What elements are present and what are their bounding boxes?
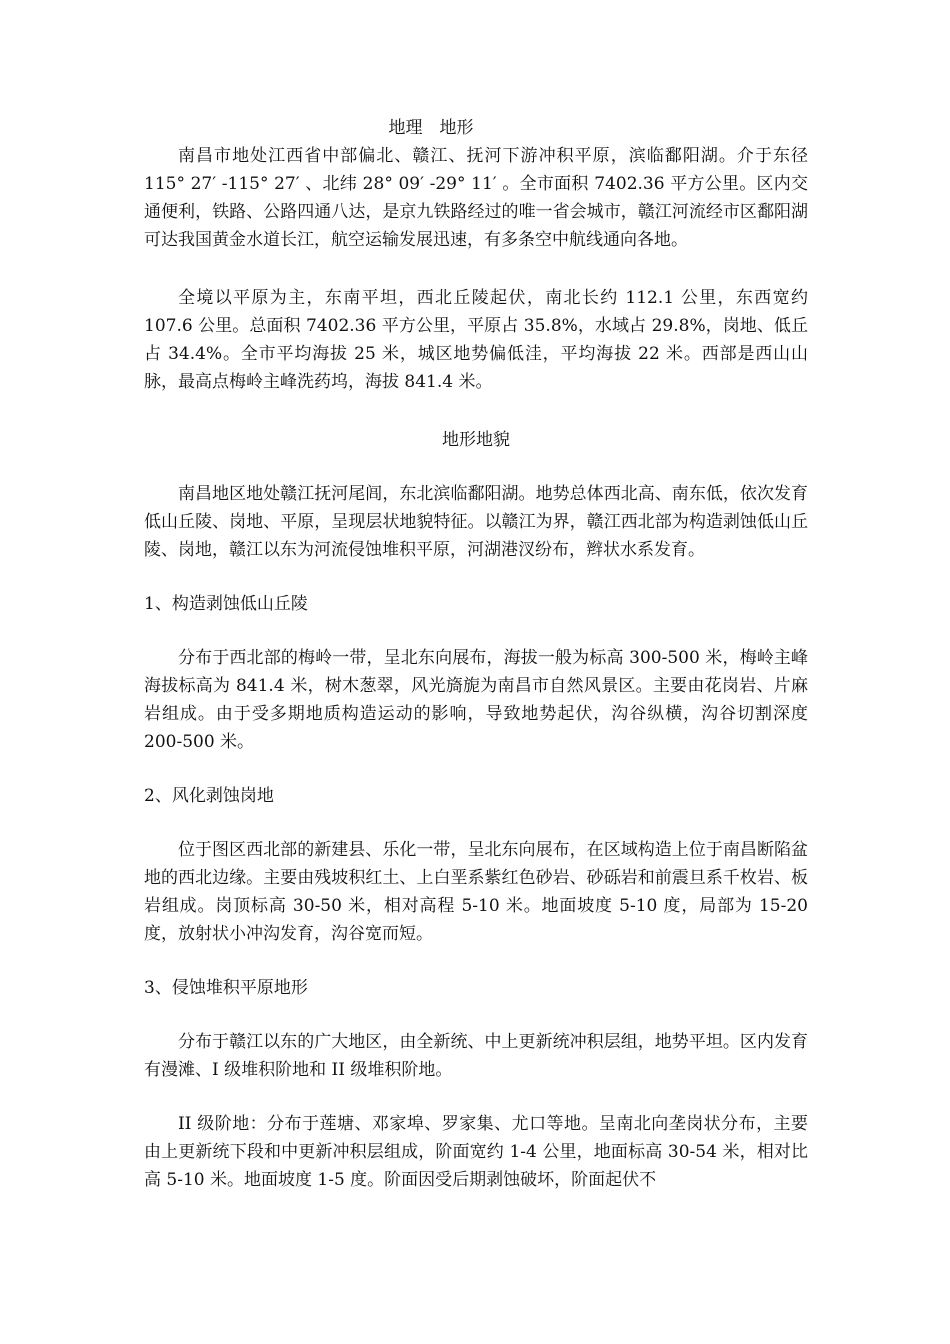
section-body-1: 分布于西北部的梅岭一带，呈北东向展布，海拔一般为标高 300-500 米，梅岭主峰海拔标高为 841.4 米，树木葱翠，风光旖旎为南昌市自然风景区。主要由花岗岩、片麻岩组成。由于受多期地质构造运动的影响，导致地势起伏，沟谷纵横，沟谷切割深度 200-500 米。 [144,648,808,752]
section-body-3: 分布于赣江以东的广大地区，由全新统、中上更新统冲积层组，地势平坦。区内发育有漫滩、I 级堆积阶地和 II 级堆积阶地。 [144,1032,808,1080]
landform-intro-paragraph: 南昌地区地处赣江抚河尾闾，东北滨临鄱阳湖。地势总体西北高、南东低，依次发育低山丘陵、岗地、平原，呈现层状地貌特征。以赣江为界，赣江西北部为构造剥蚀低山丘陵、岗地，赣江以东为河流侵蚀堆积平原，河湖港汊纷布，辫状水系发育。 [144,484,808,560]
document-body [144,114,808,1194]
overview-paragraph: 全境以平原为主，东南平坦，西北丘陵起伏，南北长约 112.1 公里，东西宽约 107.6 公里。总面积 7402.36 平方公里，平原占 35.8%，水域占 29.8%，岗地、低丘占 34.4%。全市平均海拔 25 米，城区地势偏低洼，平均海拔 22 米。西部是西山山脉，最高点梅岭主峰洗药坞，海拔 841.4 米。 [144,288,808,392]
section-heading-1: 1、构造剥蚀低山丘陵 [144,594,308,614]
document-title: 地理 地形 [388,118,474,138]
section-subtitle: 地形地貌 [442,430,510,450]
intro-paragraph: 南昌市地处江西省中部偏北、赣江、抚河下游冲积平原，滨临鄱阳湖。介于东径 115° 27′ -115° 27′ 、北纬 28° 09′ -29° 11′ 。全市面积 7402.36 平方公里。区内交通便利，铁路、公路四通八达，是京九铁路经过的唯一省会城市，赣江河流经市区鄱阳湖可达我国黄金水道长江，航空运输发展迅速，有多条空中航线通向各地。 [144,146,808,250]
section-heading-3: 3、侵蚀堆积平原地形 [144,978,308,998]
section-heading-2: 2、风化剥蚀岗地 [144,786,274,806]
section-body-3-extra: II 级阶地：分布于莲塘、邓家埠、罗家集、尤口等地。呈南北向垄岗状分布，主要由上更新统下段和中更新冲积层组成，阶面宽约 1-4 公里，地面标高 30-54 米，相对比高 5-10 米。地面坡度 1-5 度。阶面因受后期剥蚀破坏，阶面起伏不 [144,1114,808,1190]
section-body-2: 位于图区西北部的新建县、乐化一带，呈北东向展布，在区域构造上位于南昌断陷盆地的西北边缘。主要由残坡积红土、上白垩系紫红色砂岩、砂砾岩和前震旦系千枚岩、板岩组成。岗顶标高 30-50 米，相对高程 5-10 米。地面坡度 5-10 度，局部为 15-20 度，放射状小冲沟发育，沟谷宽而短。 [144,840,808,944]
